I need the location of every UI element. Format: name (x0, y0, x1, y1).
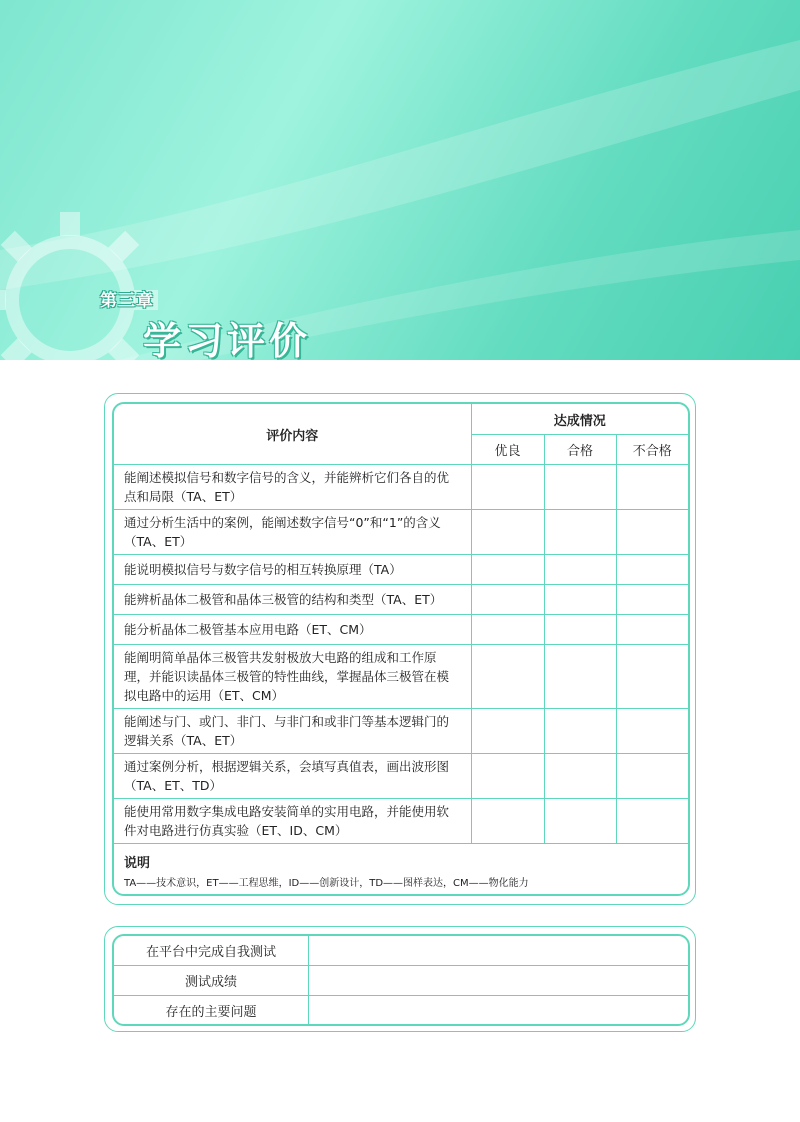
test-score-value[interactable] (309, 966, 689, 996)
check-cell[interactable] (544, 585, 616, 615)
table-row (114, 996, 688, 1026)
check-cell[interactable] (471, 510, 544, 555)
check-cell[interactable] (471, 465, 544, 510)
criteria-text: 能使用常用数字集成电路安装简单的实用电路，并能使用软件对电路进行仿真实验（ET、ID、CM） (114, 799, 471, 844)
self-test-panel (112, 934, 690, 1026)
criteria-text: 通过分析生活中的案例，能阐述数字信号“0”和“1”的含义（TA、ET） (114, 510, 471, 555)
check-cell[interactable] (616, 465, 688, 510)
main-problems-value[interactable] (309, 996, 689, 1026)
check-cell[interactable] (471, 555, 544, 585)
header-status: 达成情况 (471, 404, 688, 435)
grade-excellent: 优良 (471, 435, 544, 465)
check-cell[interactable] (544, 754, 616, 799)
check-cell[interactable] (544, 510, 616, 555)
grade-fail: 不合格 (616, 435, 688, 465)
check-cell[interactable] (471, 709, 544, 754)
note-text: TA——技术意识，ET——工程思维，ID——创新设计，TD——图样表达，CM——物化能力 (124, 878, 529, 889)
check-cell[interactable] (544, 465, 616, 510)
header-content: 评价内容 (114, 404, 471, 465)
check-cell[interactable] (544, 615, 616, 645)
note-title: 说明 (124, 856, 151, 871)
check-cell[interactable] (471, 799, 544, 844)
table-row (114, 799, 688, 844)
table-row (114, 510, 688, 555)
test-score-label: 测试成绩 (114, 966, 309, 996)
self-test-table (114, 936, 688, 1025)
check-cell[interactable] (471, 585, 544, 615)
check-cell[interactable] (616, 754, 688, 799)
criteria-text: 能说明模拟信号与数字信号的相互转换原理（TA） (114, 555, 471, 585)
main-problems-label: 存在的主要问题 (114, 996, 309, 1026)
table-row (114, 966, 688, 996)
criteria-text: 能阐述模拟信号和数字信号的含义，并能辨析它们各自的优点和局限（TA、ET） (114, 465, 471, 510)
check-cell[interactable] (616, 709, 688, 754)
evaluation-panel (112, 402, 690, 896)
check-cell[interactable] (471, 615, 544, 645)
criteria-text: 能辨析晶体二极管和晶体三极管的结构和类型（TA、ET） (114, 585, 471, 615)
self-test-value[interactable] (309, 936, 689, 966)
check-cell[interactable] (544, 555, 616, 585)
page-title: 学习评价 (143, 319, 312, 360)
note-section (114, 844, 688, 895)
table-row (114, 555, 688, 585)
check-cell[interactable] (616, 585, 688, 615)
chapter-banner (0, 0, 800, 360)
table-row (114, 709, 688, 754)
table-row (114, 645, 688, 709)
check-cell[interactable] (544, 799, 616, 844)
grade-pass: 合格 (544, 435, 616, 465)
check-cell[interactable] (471, 645, 544, 709)
check-cell[interactable] (471, 754, 544, 799)
table-row (114, 936, 688, 966)
criteria-text: 能阐明简单晶体三极管共发射极放大电路的组成和工作原理，并能识读晶体三极管的特性曲线，掌握晶体三极管在模拟电路中的运用（ET、CM） (114, 645, 471, 709)
check-cell[interactable] (616, 615, 688, 645)
check-cell[interactable] (616, 799, 688, 844)
table-row (114, 585, 688, 615)
table-row (114, 465, 688, 510)
check-cell[interactable] (544, 645, 616, 709)
check-cell[interactable] (544, 709, 616, 754)
check-cell[interactable] (616, 510, 688, 555)
chapter-label: 第三章 (100, 291, 154, 311)
evaluation-table (114, 404, 688, 844)
check-cell[interactable] (616, 645, 688, 709)
criteria-text: 能分析晶体二极管基本应用电路（ET、CM） (114, 615, 471, 645)
table-row (114, 615, 688, 645)
check-cell[interactable] (616, 555, 688, 585)
self-test-label: 在平台中完成自我测试 (114, 936, 309, 966)
criteria-text: 能阐述与门、或门、非门、与非门和或非门等基本逻辑门的逻辑关系（TA、ET） (114, 709, 471, 754)
criteria-text: 通过案例分析，根据逻辑关系，会填写真值表，画出波形图（TA、ET、TD） (114, 754, 471, 799)
table-row (114, 754, 688, 799)
